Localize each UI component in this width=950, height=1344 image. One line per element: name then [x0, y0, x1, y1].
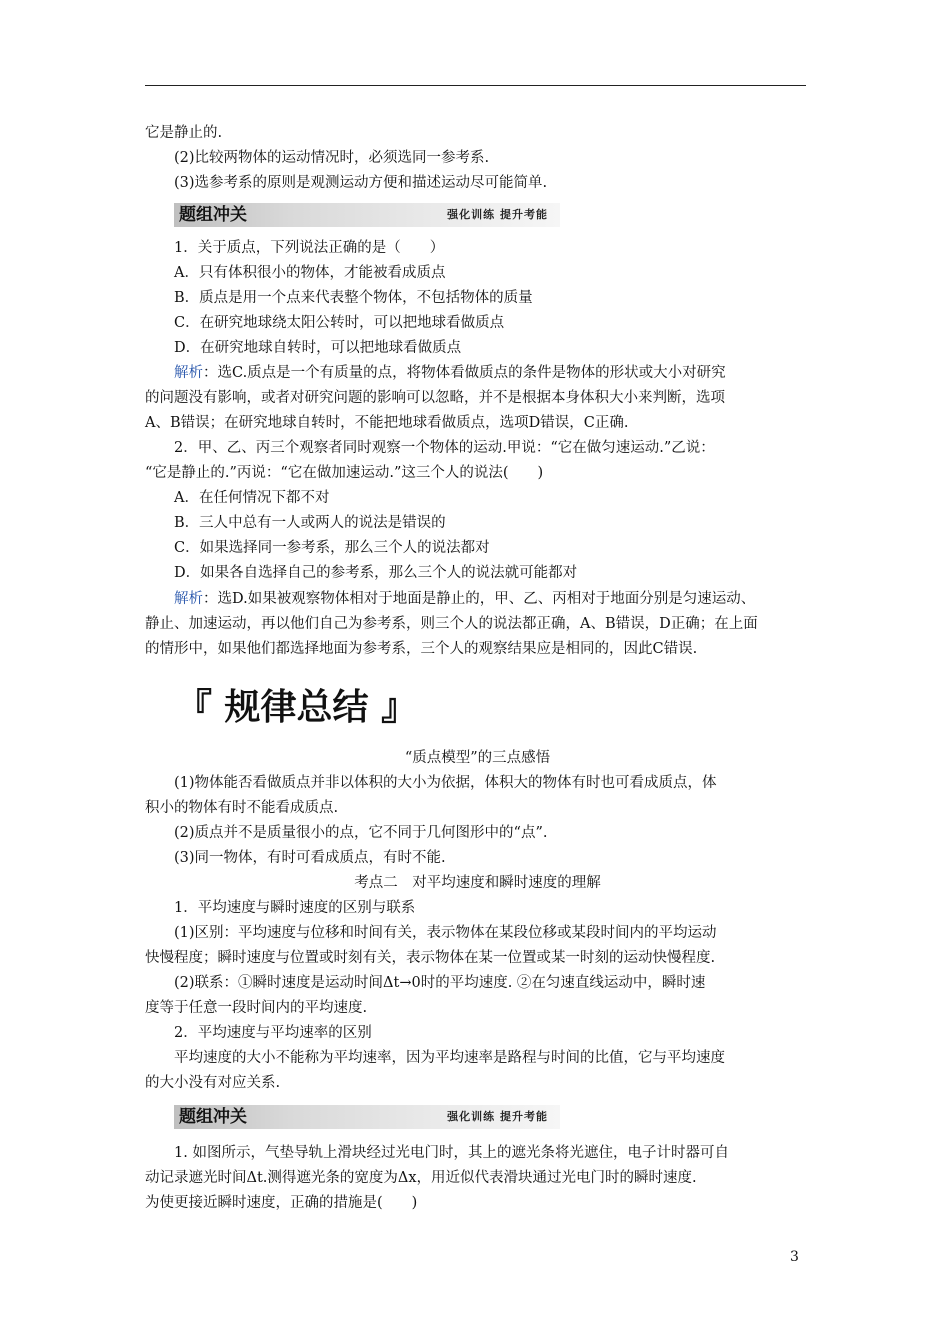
text-line: (2)比较两物体的运动情况时，必须选同一参考系.: [174, 150, 490, 166]
analysis-line: 的情形中，如果他们都选择地面为参考系，三个人的观察结果应是相同的，因此C错误.: [145, 641, 698, 657]
question-option: B．三人中总有一人或两人的说法是错误的: [174, 515, 446, 531]
section-bar-title: 题组冲关: [179, 205, 247, 225]
question-stem: 动记录遮光时间Δt.测得遮光条的宽度为Δx，用近似代表滑块通过光电门时的瞬时速度.: [145, 1170, 697, 1186]
text-line: 它是静止的.: [145, 125, 223, 141]
question-option: D．在研究地球自转时，可以把地球看做质点: [174, 340, 462, 356]
kaodian-line: 快慢程度；瞬时速度与位置或时刻有关，表示物体在某一位置或某一时刻的运动快慢程度.: [145, 950, 716, 966]
question-stem: 1．关于质点，下列说法正确的是（ ）: [174, 240, 445, 256]
question-option: A．只有体积很小的物体，才能被看成质点: [174, 265, 446, 281]
question-stem: 为使更接近瞬时速度，正确的措施是( ): [145, 1195, 418, 1211]
analysis-line: 静止、加速运动，再以他们自己为参考系，则三个人的说法都正确，A、B错误，D正确；在上面: [145, 616, 758, 632]
analysis-line: [174, 363, 810, 383]
analysis-label: 解析: [174, 365, 203, 381]
kaodian-line: (2)联系：①瞬时速度是运动时间Δt→0时的平均速度. ②在匀速直线运动中，瞬时速: [174, 975, 706, 991]
question-option: C．在研究地球绕太阳公转时，可以把地球看做质点: [174, 315, 505, 331]
question-option: B．质点是用一个点来代表整个物体，不包括物体的质量: [174, 290, 533, 306]
analysis-text: ：选D.如果被观察物体相对于地面是静止的，甲、乙、丙相对于地面分别是匀速运动、: [203, 591, 756, 607]
analysis-text: ：选C.质点是一个有质量的点，将物体看做质点的条件是物体的形状或大小对研究: [203, 365, 726, 381]
summary-line: (2)质点并不是质量很小的点，它不同于几何图形中的“点”.: [174, 825, 548, 841]
kaodian-title: 考点二 对平均速度和瞬时速度的理解: [354, 875, 601, 891]
page-number: 3: [790, 1249, 799, 1265]
question-option: D．如果各自选择自己的参考系，那么三个人的说法就可能都对: [174, 565, 578, 581]
question-stem: 1. 如图所示，气垫导轨上滑块经过光电门时，其上的遮光条将光遮住，电子计时器可自: [174, 1145, 729, 1161]
section-bar: [174, 1105, 560, 1129]
text-line: (3)选参考系的原则是观测运动方便和描述运动尽可能简单.: [174, 175, 548, 191]
analysis-label: 解析: [174, 591, 203, 607]
summary-line: (1)物体能否看做质点并非以体积的大小为依据，体积大的物体有时也可看成质点，体: [174, 775, 717, 791]
kaodian-line: 度等于任意一段时间内的平均速度.: [145, 1000, 368, 1016]
header-rule: [145, 85, 806, 86]
section-bar-title: 题组冲关: [179, 1107, 247, 1127]
kaodian-line: 平均速度的大小不能称为平均速率，因为平均速率是路程与时间的比值，它与平均速度: [174, 1050, 725, 1066]
analysis-line: A、B错误；在研究地球自转时，不能把地球看做质点，选项D错误，C正确.: [145, 415, 629, 431]
question-option: C．如果选择同一参考系，那么三个人的说法都对: [174, 540, 490, 556]
kaodian-line: 的大小没有对应关系.: [145, 1075, 281, 1091]
analysis-line: 的问题没有影响，或者对研究问题的影响可以忽略，并不是根据本身体积大小来判断，选项: [145, 390, 725, 406]
summary-line: 积小的物体有时不能看成质点.: [145, 800, 339, 816]
section-bar-subtitle: 强化训练 提升考能: [447, 1110, 548, 1123]
section-bar: [174, 203, 560, 227]
kaodian-line: (1)区别：平均速度与位移和时间有关，表示物体在某段位移或某段时间内的平均运动: [174, 925, 717, 941]
question-stem: “它是静止的.”丙说：“它在做加速运动.”这三个人的说法( ): [145, 465, 544, 481]
summary-line: (3)同一物体，有时可看成质点，有时不能.: [174, 850, 446, 866]
analysis-line: [174, 589, 810, 609]
kaodian-line: 1．平均速度与瞬时速度的区别与联系: [174, 900, 416, 916]
summary-title: 『 规律总结 』: [176, 687, 418, 728]
kaodian-line: 2．平均速度与平均速率的区别: [174, 1025, 372, 1041]
question-option: A．在任何情况下都不对: [174, 490, 330, 506]
question-stem: 2．甲、乙、丙三个观察者同时观察一个物体的运动.甲说：“它在做匀速运动.”乙说：: [174, 440, 715, 456]
section-bar-subtitle: 强化训练 提升考能: [447, 208, 548, 221]
summary-subtitle: “质点模型”的三点感悟: [404, 750, 551, 766]
